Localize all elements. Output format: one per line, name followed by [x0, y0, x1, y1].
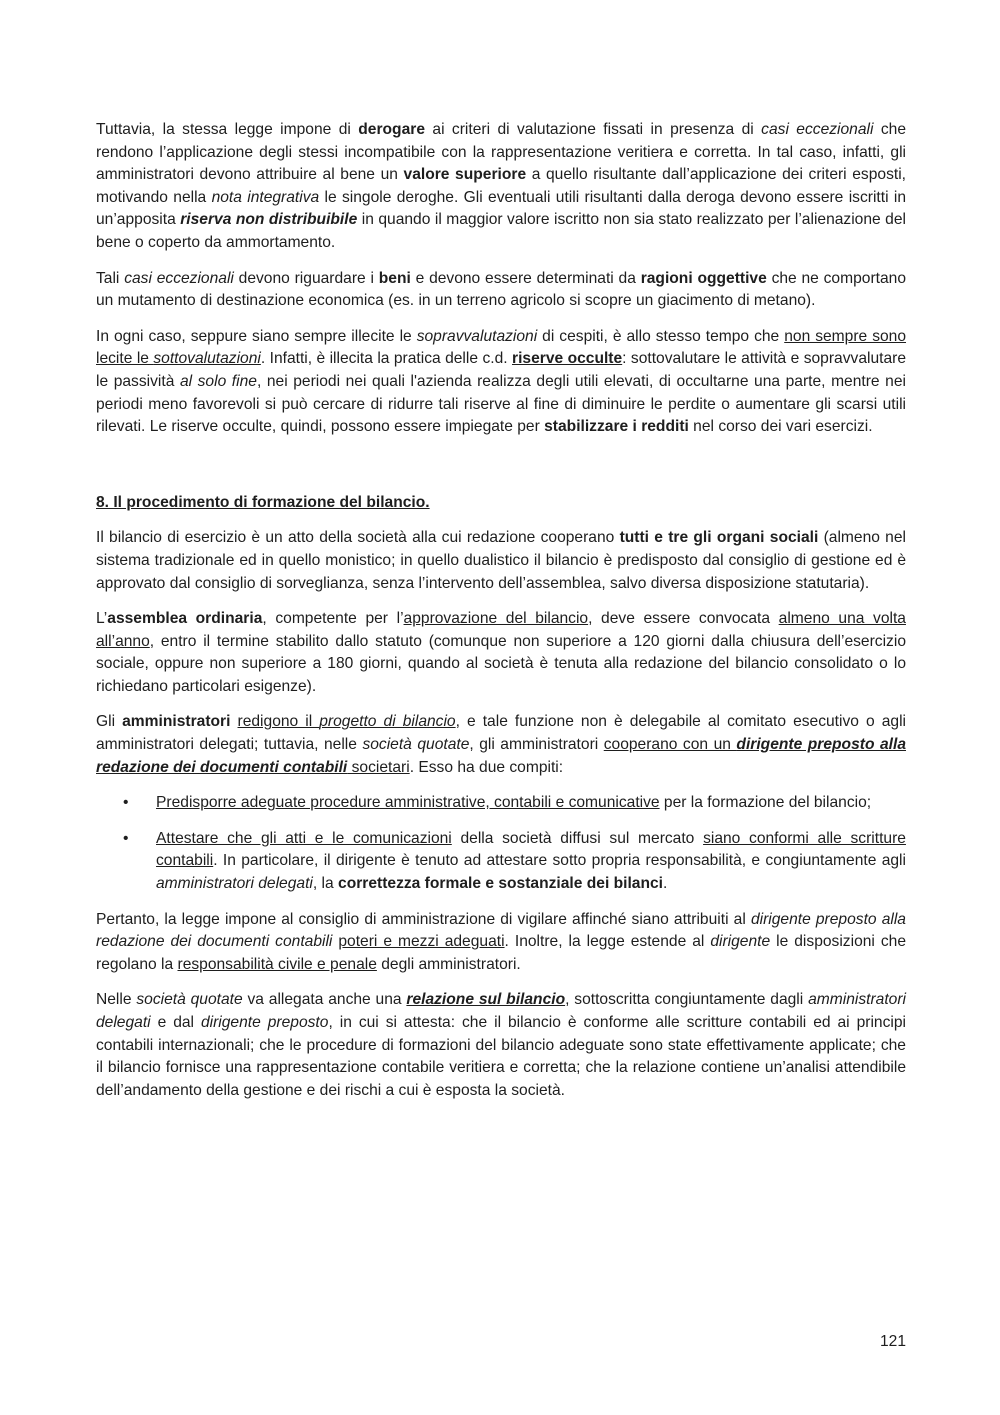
term-relazione-sul-bilancio: relazione sul bilancio — [406, 991, 566, 1009]
paragraph-amministratori: Gli amministratori redigono il progetto di bilancio, e tale funzione non è delegabile al comitato esecutivo o agli amministratori delegati; tuttavia, nelle società quotate, gli amministratori cooperano con un dirigente preposto alla redazione dei documenti contabili societari. Esso ha due compiti: — [96, 713, 907, 776]
bullet-icon: • — [123, 829, 129, 847]
section-heading: 8. Il procedimento di formazione del bilancio. — [96, 493, 430, 511]
paragraph-riserve-occulte: In ogni caso, seppure siano sempre illecite le sopravvalutazioni di cespiti, è allo stesso tempo che non sempre sono lecite le sottovalutazioni. Infatti, è illecita la pratica delle c.d. riserve occulte: sottovalutare le attività e sopravvalutare le passività al solo fine, nei periodi nei quali l'azienda realizza degli utili elevati, di occultarne una parte, mentre nei periodi meno favorevoli si può cercare di ridurre tali riserve al fine di diminuire le perdite o aumentare gli scarsi utili rilevati. Le riserve occulte, quindi, possono essere impiegate per stabilizzare i redditi nel corso dei vari esercizi. — [96, 327, 907, 436]
paragraph-vigilanza: Pertanto, la legge impone al consiglio di amministrazione di vigilare affinché siano attribuiti al dirigente preposto alla redazione dei documenti contabili poteri e mezzi adeguati. Inoltre, la legge estende al dirigente le disposizioni che regolano la responsabilità civile e penale degli amministratori. — [96, 910, 906, 973]
term-valore-superiore: valore superiore — [403, 166, 527, 184]
paragraph-assemblea: L’assemblea ordinaria, competente per l’approvazione del bilancio, deve essere convocata almeno una volta all’anno, entro il termine stabilito dallo statuto (comunque non superiore a 120 giorni dalla chiusura dell’esercizio sociale, oppure non superiore a 180 giorni, quando al società è tenuta alla redazione del bilancio consolidato o lo richiedano particolari esigenze). — [96, 610, 906, 695]
page-number: 121 — [879, 1333, 906, 1350]
section-spacer — [96, 452, 906, 492]
paragraph-casi-eccezionali: Tali casi eccezionali devono riguardare i beni e devono essere determinati da ragioni oggettive che ne comportano un mutamento di destinazione economica (es. in un terreno agricolo si scopre un giacimento di metano). — [96, 269, 906, 310]
term-ragioni-oggettive: ragioni oggettive — [640, 269, 767, 287]
term-beni: beni — [378, 269, 411, 287]
term-riserve-occulte: riserve occulte — [512, 350, 623, 368]
compiti-list — [96, 792, 906, 895]
term-casi-eccezionali: casi eccezionali — [761, 121, 874, 138]
term-nota-integrativa: nota integrativa — [211, 188, 320, 206]
term-stabilizzare-i-redditi: stabilizzare i redditi — [544, 418, 689, 436]
paragraph-organi-sociali: Il bilancio di esercizio è un atto della società alla cui redazione cooperano tutti e tre gli organi sociali (almeno nel sistema tradizionale ed in quello monistico; in quello dualistico il bilancio è predisposto dal consiglio di gestione ed è approvato dal consiglio di sorveglianza, senza l’intervento dell’assemblea, salvo diversa disposizione statutaria). — [96, 529, 906, 592]
term-riserva-non-distribuibile: riserva non distribuibile — [180, 211, 358, 229]
paragraph-relazione: Nelle società quotate va allegata anche una relazione sul bilancio, sottoscritta congiuntamente dagli amministratori delegati e dal dirigente preposto, in cui si attesta: che il bilancio è conforme alle scritture contabili ed ai principi contabili internazionali; che le procedure di formazioni del bilancio adeguate sono state effettivamente applicate; che il bilancio fornisce una rappresentazione contabile veritiera e corretta; che la relazione contiene un’analisi attendibile dell’andamento della gestione e dei rischi a cui è esposta la società. — [96, 991, 906, 1099]
paragraph-deroghe: Tuttavia, la stessa legge impone di derogare ai criteri di valutazione fissati in presenza di casi eccezionali che rendono l’applicazione degli stessi incompatibile con la rappresentazione veritiera e corretta. In tal caso, infatti, gli amministratori devono attribuire al bene un valore superiore a quello risultante dall’applicazione dei criteri esposti, motivando nella nota integrativa le singole deroghe. Gli eventuali utili risultanti dalla deroga devono essere iscritti in un’apposita riserva non distribuibile in quando il maggior valore iscritto non sia stato realizzato per l’alienazione del bene o coperto da ammortamento. — [96, 121, 907, 251]
bullet-icon: • — [123, 794, 129, 812]
term-derogare: derogare — [358, 121, 425, 138]
list-item: • Predisporre adeguate procedure amministrative, contabili e comunicative per la formazione del bilancio; — [96, 792, 906, 815]
page-content — [96, 119, 906, 1115]
list-item: • Attestare che gli atti e le comunicazioni della società diffusi sul mercato siano conformi alle scritture contabili. In particolare, il dirigente è tenuto ad attestare sotto propria responsabilità, e congiuntamente agli amministratori delegati, la correttezza formale e sostanziale dei bilanci. — [123, 829, 906, 893]
